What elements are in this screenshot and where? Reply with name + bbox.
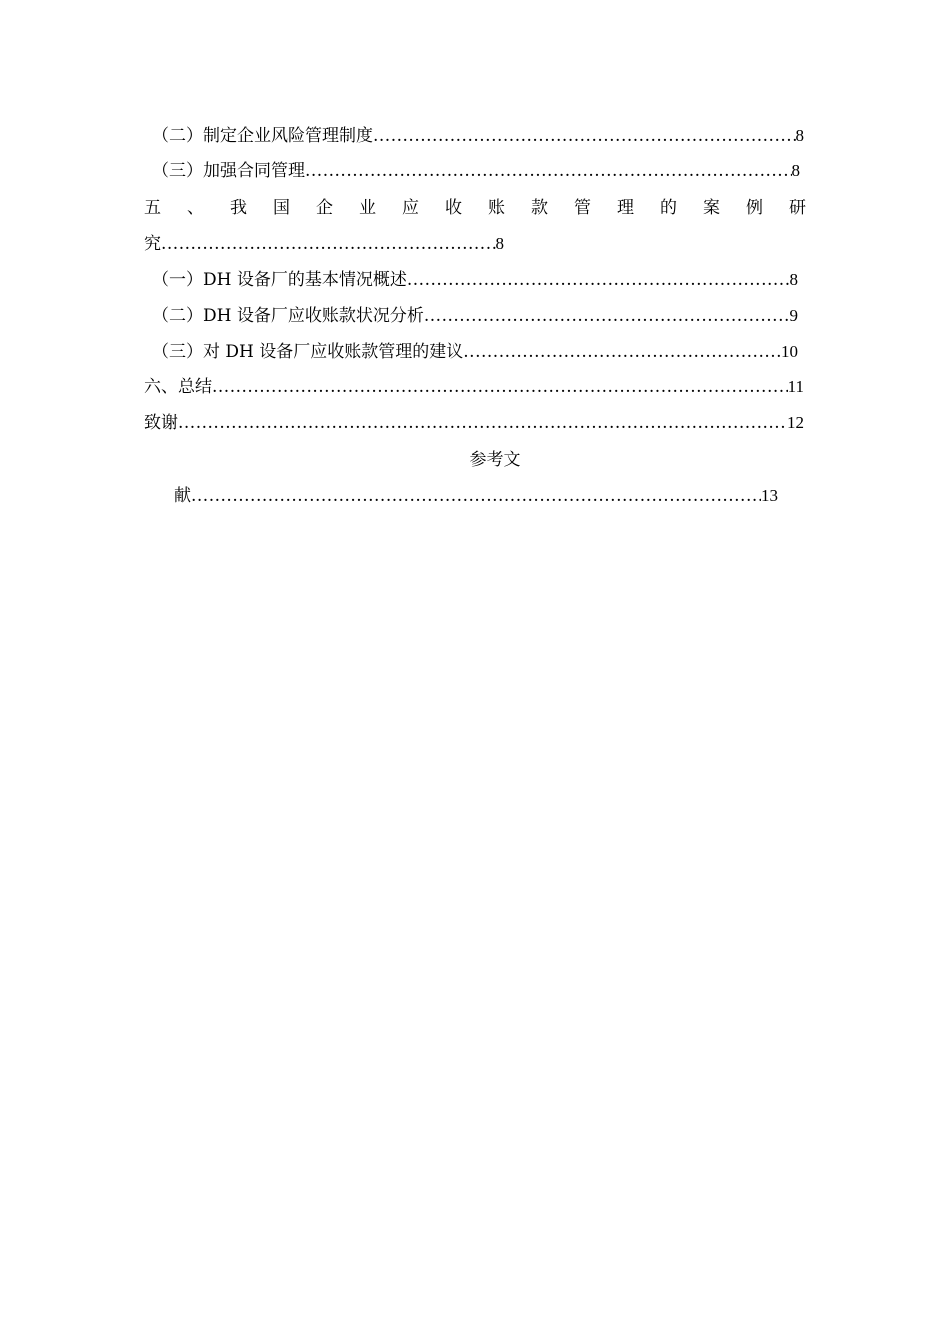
dot-leader — [305, 159, 792, 183]
toc-char: 研 — [789, 198, 806, 218]
toc-entry-page: 13 — [761, 486, 778, 505]
toc-entry-page: 8 — [795, 126, 804, 145]
toc-entry[interactable] — [174, 484, 778, 508]
toc-entry[interactable] — [144, 411, 804, 435]
toc-char: 例 — [746, 198, 763, 218]
dot-leader — [407, 268, 790, 292]
toc-entry-title: 六、总结 — [144, 377, 212, 397]
toc-entry-page: 8 — [789, 270, 798, 289]
dot-leader — [161, 232, 496, 256]
toc-entry-page: 11 — [787, 377, 804, 396]
toc-entry-title: （二）DH 设备厂应收账款状况分析 — [152, 306, 424, 326]
toc-entry-centered[interactable] — [144, 448, 846, 472]
toc-char: 款 — [531, 198, 548, 218]
toc-char: 、 — [187, 198, 204, 218]
dot-leader — [373, 124, 796, 148]
toc-entry[interactable] — [144, 232, 504, 256]
toc-entry-page: 12 — [787, 413, 804, 432]
toc-char: 我 — [230, 198, 247, 218]
dot-leader — [191, 484, 761, 508]
toc-entry-title: （二）制定企业风险管理制度 — [152, 126, 373, 146]
toc-char: 企 — [316, 198, 333, 218]
toc-entry-page: 8 — [791, 161, 800, 180]
toc-entry-page: 8 — [495, 234, 504, 253]
toc-char: 案 — [703, 198, 720, 218]
toc-entry-page: 10 — [781, 342, 798, 361]
toc-entry-title: （三）对 DH 设备厂应收账款管理的建议 — [152, 342, 464, 362]
toc-char: 管 — [574, 198, 591, 218]
toc-entry[interactable] — [152, 340, 798, 364]
toc-char: 的 — [660, 198, 677, 218]
toc-entry-title: （三）加强合同管理 — [152, 161, 305, 181]
toc-entry-page: 9 — [789, 306, 798, 325]
toc-char: 五 — [144, 198, 161, 218]
toc-char: 理 — [617, 198, 634, 218]
toc-entry-justified[interactable] — [144, 196, 806, 220]
toc-entry[interactable] — [152, 304, 798, 328]
toc-entry[interactable] — [152, 124, 804, 148]
toc-char: 收 — [445, 198, 462, 218]
toc-char: 国 — [273, 198, 290, 218]
toc-entry-title: 究 — [144, 234, 161, 254]
dot-leader — [463, 340, 781, 364]
toc-char: 应 — [402, 198, 419, 218]
toc-entry[interactable] — [152, 159, 800, 183]
toc-entry-title: 致谢 — [144, 413, 178, 433]
toc-entry[interactable] — [144, 375, 804, 399]
toc-entry-title: （一）DH 设备厂的基本情况概述 — [152, 270, 407, 290]
toc-entry-title: 参考文 — [469, 450, 521, 470]
toc-char: 账 — [488, 198, 505, 218]
toc-char: 业 — [359, 198, 376, 218]
dot-leader — [178, 411, 787, 435]
dot-leader — [212, 375, 788, 399]
toc-entry-title: 献 — [174, 486, 191, 506]
toc-entry[interactable] — [152, 268, 798, 292]
dot-leader — [424, 304, 790, 328]
